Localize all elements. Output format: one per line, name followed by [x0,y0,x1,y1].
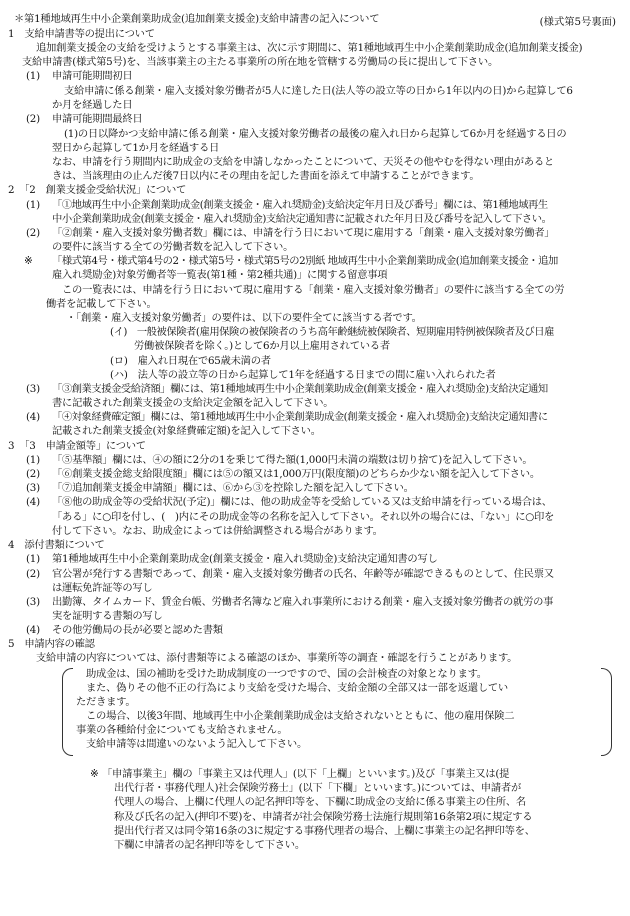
notice-line3: ただきます。 [76,696,136,708]
section2-requirements-bullet: ・「創業・雇入支援対象労働者」の要件は、以下の要件全てに該当する者です。 [66,312,422,324]
section2-heading: 2 「2 創業支援金受給状況」について [8,184,187,196]
section2-ref-line1: 「様式第4号・様式第4号の2・様式第5号・様式第5号の2別紙 地域再生中小企業創業助成金(追加創業支援金・追加 [52,255,558,267]
section4-item3-line2: 実を証明する書類の写し [52,610,163,622]
section1-item2-body2: 翌日から起算して1か月を経過する日 [52,142,220,154]
section3-item3-number: (3) [26,482,40,494]
footnote-line4: 称及び氏名の記入(押印不要)を、申請者が社会保険労務士法施行規則第16条第2項に規定する [114,811,533,823]
section2-ref-line3: この一覧表には、申請を行う日において現に雇用する「創業・雇入支援対象労働者」の要件に該当する全ての労 [62,284,565,296]
section3-item1-line1: 「⑤基準額」欄には、④の額に2分の1を乗じて得た額(1,000円未満の端数は切り捨て)を記入して下さい。 [52,454,533,466]
section4-item4-number: (4) [26,624,40,636]
section1-item2-body1: (1)の日以降かつ支給申請に係る創業・雇入支援対象労働者の最後の雇入れ日から起算して6か月を経過する日の [64,128,567,140]
section2-item1-line1: 「①地域再生中小企業創業助成金(創業支援金・雇入れ奨励金)支給決定年月日及び番号」欄には、第1種地域再生 [52,199,548,211]
section2-req-i-line1: (イ) 一般被保険者(雇用保険の被保険者のうち高年齢継続被保険者、短期雇用特例被保険者及び日雇 [110,326,554,338]
section2-req-ro: (ロ) 雇入れ日現在で65歳未満の者 [110,355,271,367]
notice-right-bracket [601,668,612,756]
section2-item1-number: (1) [26,199,40,211]
section1-heading: 1 支給申請書等の提出について [8,28,155,40]
section3-heading: 3 「3 申請金額等」について [8,440,146,452]
section4-item2-line1: 官公署が発行する書類であって、創業・雇入支援対象労働者の氏名、年齢等が確認できるものとして、住民票又 [52,568,554,580]
section2-item1-line2: 中小企業創業助成金(創業支援金・雇入れ奨励金)支給決定通知書に記載された年月日及び番号を記入して下さい。 [52,213,552,225]
section4-item2-line2: は運転免許証等の写し [52,582,153,594]
section1-item2-number: (2) [26,113,40,125]
footnote-line5: 提出代行者又は同令第16条の3に規定する事務代理者の場合、上欄に事業主の記名押印等を、 [114,825,535,837]
section3-item2-line1: 「⑥創業支援金総支給限度額」欄には⑤の額又は1,000万円(限度額)のどちらか少ない額を記入して下さい。 [52,468,540,480]
section2-item2-number: (2) [26,227,40,239]
notice-line6: 支給申請等は間違いのないよう記入して下さい。 [86,738,308,750]
footnote-line2: 出代行者・事務代理人)社会保険労務士」(以下「下欄」といいます。)については、申請者が [114,782,521,794]
section5-heading: 5 申請内容の確認 [8,638,95,650]
section4-heading: 4 添付書類について [8,539,105,551]
section1-item1-title: 申請可能期間初日 [52,70,133,82]
section2-item3-line1: 「③創業支援金受給済額」欄には、第1種地域再生中小企業創業助成金(創業支援金・雇入れ奨励金)支給決定通知 [52,383,548,395]
section3-item1-number: (1) [26,454,40,466]
section1-item1-number: (1) [26,70,40,82]
section2-item4-line2: 記載された創業支援金(対象経費確定額)を記入して下さい。 [52,425,321,437]
section2-ref-line2: 雇入れ奨励金)対象労働者等一覧表(第1種・第2種共通)」に関する留意事項 [52,269,388,281]
section4-item3-line1: 出勤簿、タイムカード、賃金台帳、労働者名簿など雇入れ事業所における創業・雇入支援対象労働者の就労の事 [52,596,554,608]
section1-item2-title: 申請可能期間最終日 [52,113,143,125]
section2-req-ha: (ハ) 法人等の設立等の日から起算して1年を経過する日までの間に雇い入れられた者 [110,369,496,381]
notice-left-bracket [62,668,73,756]
section4-item2-number: (2) [26,568,40,580]
section1-intro-line1: 追加創業支援金の支給を受けようとする事業主は、次に示す期間に、第1種地域再生中小企業創業助成金(追加創業支援金) [36,42,583,54]
section2-item2-line2: の要件に該当する全ての労働者数を記入して下さい。 [52,241,294,253]
notice-line2: また、偽りその他不正の行為により支給を受けた場合、支給金額の全部又は一部を返還してい [86,682,508,694]
footnote-line6: 下欄に申請者の記名押印等をして下さい。 [114,839,305,851]
section3-item2-number: (2) [26,468,40,480]
section1-note-line1: なお、申請を行う期間内に助成金の支給を申請しなかったことについて、天災その他やむを得ない理由があると [52,156,554,168]
section2-item4-number: (4) [26,411,40,423]
section3-item4-line3: 付して下さい。なお、助成金によっては併給調整される場合があります。 [52,525,383,537]
section2-ref-mark: ※ [24,255,33,267]
footnote-line3: 代理人の場合、上欄に代理人の記名押印等を、下欄に助成金の支給に係る事業主の住所、名 [114,796,526,808]
section3-item4-line2: 「ある」に○印を付し、( )内にその助成金等の名称を記入して下さい。それ以外の場合には、「ない」に○印を [52,511,555,523]
notice-line5: 事業の各種給付金についても支給されません。 [76,724,288,736]
section4-item4-line1: その他労働局の長が必要と認めた書類 [52,624,223,636]
section4-item3-number: (3) [26,596,40,608]
section1-item1-body2: か月を経過した日 [52,99,133,111]
section2-item3-line2: 書に記載された創業支援金の支給決定金額を記入して下さい。 [52,397,334,409]
section2-ref-line4: 働者を記載して下さい。 [46,298,157,310]
section2-req-i-line2: 労働被保険者を除く。)として6か月以上雇用されている者 [134,340,390,352]
section3-item4-line1: 「⑧他の助成金等の受給状況(予定)」欄には、他の助成金等を受給している又は支給申請を行っている場合は、 [52,496,552,508]
notice-line4: この場合、以後3年間、地域再生中小企業創業助成金は支給されないとともに、他の雇用保険二 [86,710,515,722]
notice-box [62,668,612,756]
page-title: ＊第1種地域再生中小企業創業助成金(追加創業支援金)支給申請書の記入について [14,13,380,25]
section2-item2-line1: 「②創業・雇入支援対象労働者数」欄には、申請を行う日において現に雇用する「創業・雇入支援対象労働者」 [52,227,555,239]
notice-line1: 助成金は、国の補助を受けた助成制度の一つですので、国の会計検査の対象となります。 [86,668,487,680]
footnote-mark: ※ [90,768,99,780]
section3-item4-number: (4) [26,496,40,508]
section4-item1-line1: 第1種地域再生中小企業創業助成金(創業支援金・雇入れ奨励金)支給決定通知書の写し [52,553,438,565]
section3-item3-line1: 「⑦追加創業支援金申請額」欄には、⑥から③を控除した額を記入して下さい。 [52,482,414,494]
footnote-line1: 「申請事業主」欄の「事業主又は代理人」(以下「上欄」といいます。)及び「事業主又は(提 [102,768,510,780]
section2-item3-number: (3) [26,383,40,395]
form-number: (様式第5号裏面) [539,16,616,28]
section1-note-line2: きは、当該理由の止んだ後7日以内にその理由を記した書面を添えて申請することができます。 [52,170,480,182]
section1-item1-body1: 支給申請に係る創業・雇入支援対象労働者が5人に達した日(法人等の設立等の日から1年以内の日)から起算して6 [64,85,573,97]
section1-intro-line2: 支給申請書(様式第5号)を、当該事業主の主たる事業所の所在地を管轄する労働局の長に提出して下さい。 [22,56,498,68]
section5-body: 支給申請の内容については、添付書類等による確認のほか、事業所等の調査・確認を行うことがあります。 [36,652,518,664]
section4-item1-number: (1) [26,553,40,565]
section2-item4-line1: 「④対象経費確定額」欄には、第1種地域再生中小企業創業助成金(創業支援金・雇入れ奨励金)支給決定通知書に [52,411,548,423]
